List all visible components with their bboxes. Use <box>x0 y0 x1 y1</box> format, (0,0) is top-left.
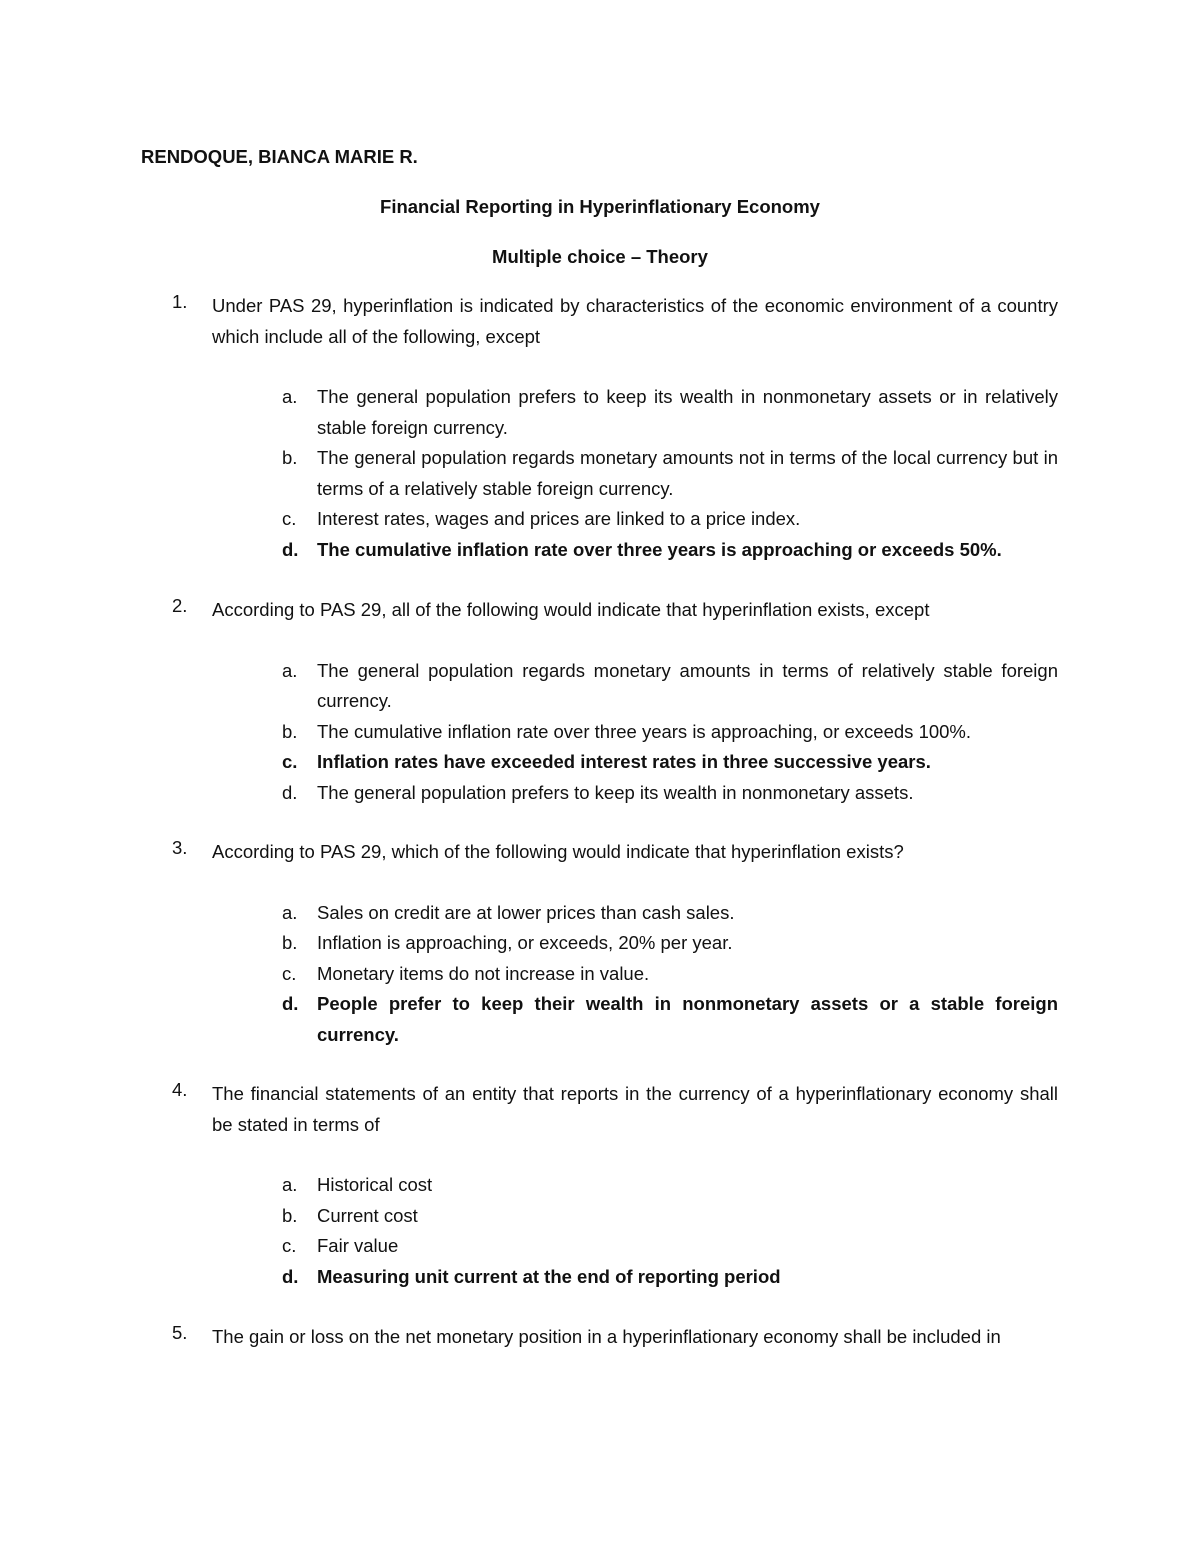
choice-list <box>172 898 1058 1051</box>
choice-letter: b. <box>282 720 298 742</box>
choice-text: Measuring unit current at the end of reporting period <box>317 1265 781 1287</box>
choice-letter: c. <box>282 962 297 984</box>
choice-letter: d. <box>282 538 299 560</box>
question-5 <box>172 1322 1058 1353</box>
question-number: 4. <box>172 1079 188 1100</box>
choice-letter: a. <box>282 386 298 407</box>
choice-b <box>172 928 1058 959</box>
question-2 <box>172 595 1058 808</box>
choice-text: The general population prefers to keep its wealth in nonmonetary assets. <box>317 781 914 803</box>
choice-d <box>172 535 1058 566</box>
document-title: Financial Reporting in Hyperinflationary Economy <box>380 196 820 217</box>
choice-letter: d. <box>282 781 298 803</box>
choice-a <box>172 898 1058 929</box>
question-number: 2. <box>172 595 188 616</box>
choice-letter: b. <box>282 447 298 468</box>
choice-text: Current cost <box>317 1204 418 1226</box>
choice-text: The cumulative inflation rate over three years is approaching, or exceeds 100%. <box>317 720 972 742</box>
question-stem: Under PAS 29, hyperinflation is indicated by characteristics of the economic environment of a country which include all of the following, except <box>212 295 1058 347</box>
choice-letter: c. <box>282 508 297 529</box>
choice-text: Monetary items do not increase in value. <box>317 962 650 984</box>
choice-c <box>172 959 1058 990</box>
choice-list <box>172 656 1058 809</box>
choice-text: The general population regards monetary amounts not in terms of the local currency but in terms of a relatively stable foreign currency. <box>317 447 1058 499</box>
question-3 <box>172 837 1058 1050</box>
choice-d <box>172 778 1058 809</box>
choice-text: Historical cost <box>317 1174 433 1195</box>
choice-c <box>172 747 1058 778</box>
question-number: 5. <box>172 1322 188 1343</box>
choice-text: The cumulative inflation rate over three years is approaching or exceeds 50%. <box>317 538 1002 560</box>
choice-b <box>172 443 1058 504</box>
choice-text: The general population regards monetary amounts in terms of relatively stable foreign currency. <box>317 659 1058 711</box>
question-4 <box>172 1079 1058 1292</box>
choice-letter: a. <box>282 659 298 681</box>
choice-letter: a. <box>282 1174 298 1195</box>
choice-text: Interest rates, wages and prices are linked to a price index. <box>317 508 801 529</box>
choice-text: People prefer to keep their wealth in nonmonetary assets or a stable foreign currency. <box>317 993 1058 1045</box>
choice-text: Fair value <box>317 1235 399 1256</box>
choice-text: Inflation rates have exceeded interest rates in three successive years. <box>317 751 931 772</box>
choice-letter: d. <box>282 993 299 1014</box>
question-number: 1. <box>172 291 188 312</box>
choice-d <box>172 1262 1058 1293</box>
student-name: RENDOQUE, BIANCA MARIE R. <box>141 146 418 167</box>
choice-a <box>172 1170 1058 1201</box>
question-stem: According to PAS 29, which of the following would indicate that hyperinflation exists? <box>212 841 904 862</box>
choice-a <box>172 382 1058 443</box>
choice-b <box>172 717 1058 748</box>
question-stem: The gain or loss on the net monetary position in a hyperinflationary economy shall be included in <box>212 1326 1001 1347</box>
choice-letter: d. <box>282 1265 299 1287</box>
question-stem: According to PAS 29, all of the following would indicate that hyperinflation exists, except <box>212 599 930 620</box>
document-subtitle: Multiple choice – Theory <box>492 246 708 267</box>
question-1 <box>172 291 1058 565</box>
choice-c <box>172 504 1058 535</box>
question-stem: The financial statements of an entity that reports in the currency of a hyperinflationary economy shall be stated in terms of <box>212 1083 1058 1135</box>
choice-list <box>172 1170 1058 1292</box>
choice-list <box>172 382 1058 565</box>
choice-d <box>172 989 1058 1050</box>
choice-a <box>172 656 1058 717</box>
choice-letter: a. <box>282 901 298 923</box>
choice-letter: c. <box>282 1235 297 1256</box>
choice-b <box>172 1201 1058 1232</box>
question-number: 3. <box>172 837 188 858</box>
choice-letter: b. <box>282 932 298 953</box>
choice-letter: c. <box>282 751 298 772</box>
choice-text: The general population prefers to keep its wealth in nonmonetary assets or in relatively stable foreign currency. <box>317 386 1058 438</box>
choice-c <box>172 1231 1058 1262</box>
choice-text: Sales on credit are at lower prices than cash sales. <box>317 901 735 923</box>
choice-text: Inflation is approaching, or exceeds, 20% per year. <box>317 932 733 953</box>
choice-letter: b. <box>282 1204 298 1226</box>
